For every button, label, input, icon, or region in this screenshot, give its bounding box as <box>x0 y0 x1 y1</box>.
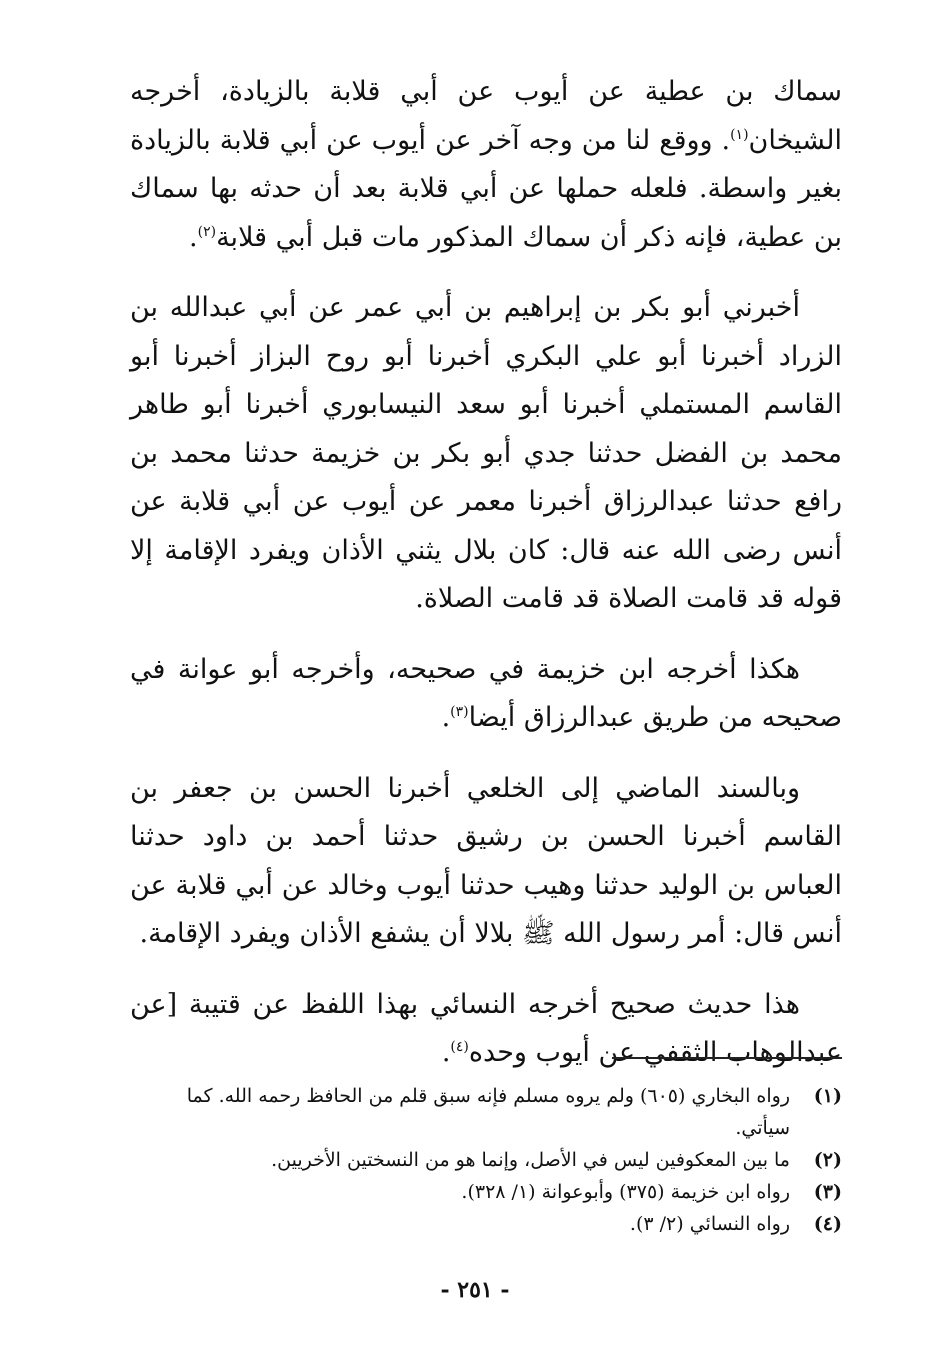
footnote-3-text: رواه ابن خزيمة (٣٧٥) وأبوعوانة (١/ ٣٢٨). <box>461 1181 790 1203</box>
paragraph-2: أخبرني أبو بكر بن إبراهيم بن أبي عمر عن أبي عبدالله بن الزراد أخبرنا أبو علي البكري أخبرنا أبو روح البزاز أخبرنا أبو القاسم المستملي أخبرنا أبو سعد النيسابوري أخبرنا أبو طاهر محمد بن الفضل حدثنا جدي أبو بكر بن خزيمة حدثنا محمد بن رافع حدثنا عبدالرزاق أخبرنا معمر عن أيوب عن أبي قلابة عن أنس رضى الله عنه قال: كان بلال يثني الأذان ويفرد الإقامة إلا قوله قد قامت الصلاة قد قامت الصلاة. <box>130 292 842 614</box>
footnote-4-text: رواه النسائي (٢/ ٣). <box>629 1213 790 1235</box>
footnote-4 <box>130 1208 842 1240</box>
footnote-ref-4[interactable]: (٤) <box>450 1039 469 1055</box>
paragraph-1-part-3: . <box>189 221 198 253</box>
paragraph-5-part-1: هذا حديث صحيح أخرجه النسائي بهذا اللفظ عن قتيبة [عن عبدالوهاب الثقفي عن أيوب وحده <box>130 988 842 1068</box>
paragraph-5-part-2: . <box>441 1037 451 1068</box>
paragraph-1-part-1: سماك بن عطية عن أيوب عن أبي قلابة بالزيادة، أخرجه الشيخان <box>130 76 842 156</box>
main-text <box>130 68 842 1100</box>
footnote-1-text: رواه البخاري (٦٠٥) ولم يروه مسلم فإنه سبق قلم من الحافظ رحمه الله. كما سيأتي. <box>186 1085 790 1139</box>
footnote-3 <box>130 1176 842 1208</box>
paragraph-3-part-1: هكذا أخرجه ابن خزيمة في صحيحه، وأخرجه أبو عوانة في صحيحه من طريق عبدالرزاق أيضا <box>130 653 842 733</box>
footnote-1 <box>130 1080 842 1144</box>
footnotes <box>130 1080 842 1240</box>
paragraph-3-part-2: . <box>441 702 451 733</box>
paragraph-1 <box>130 68 842 262</box>
paragraph-5 <box>130 981 842 1078</box>
footnote-ref-2[interactable]: (٢) <box>197 223 217 240</box>
paragraph-1-part-2: . ووقع لنا من وجه آخر عن أيوب عن أبي قلابة بالزيادة بغير واسطة. فلعله حملها عن أبي قلابة بعد أن حدثه بها سماك بن عطية، فإنه ذكر أن سماك المذكور مات قبل أبي قلابة <box>130 124 842 253</box>
page-number: - ٢٥١ - <box>440 1277 510 1303</box>
footnote-2 <box>130 1144 842 1176</box>
footnote-1-number: (١) <box>813 1085 842 1107</box>
paragraph-3 <box>130 646 842 743</box>
paragraph-4: وبالسند الماضي إلى الخلعي أخبرنا الحسن بن جعفر بن القاسم أخبرنا الحسن بن رشيق حدثنا أحمد بن داود حدثنا العباس بن الوليد حدثنا وهيب حدثنا أيوب وخالد عن أبي قلابة عن أنس قال: أمر رسول الله ﷺ بلالا أن يشفع الأذان ويفرد الإقامة. <box>130 772 842 949</box>
footnote-ref-1[interactable]: (١) <box>730 126 749 143</box>
footnote-ref-3[interactable]: (٣) <box>450 704 469 720</box>
footnote-2-text: ما بين المعكوفين ليس في الأصل، وإنما هو من النسختين الأخريين. <box>271 1149 790 1171</box>
footnote-3-number: (٣) <box>813 1181 842 1203</box>
footnote-4-number: (٤) <box>813 1213 842 1235</box>
footnote-2-number: (٢) <box>813 1149 842 1171</box>
footnote-separator <box>612 1057 842 1059</box>
